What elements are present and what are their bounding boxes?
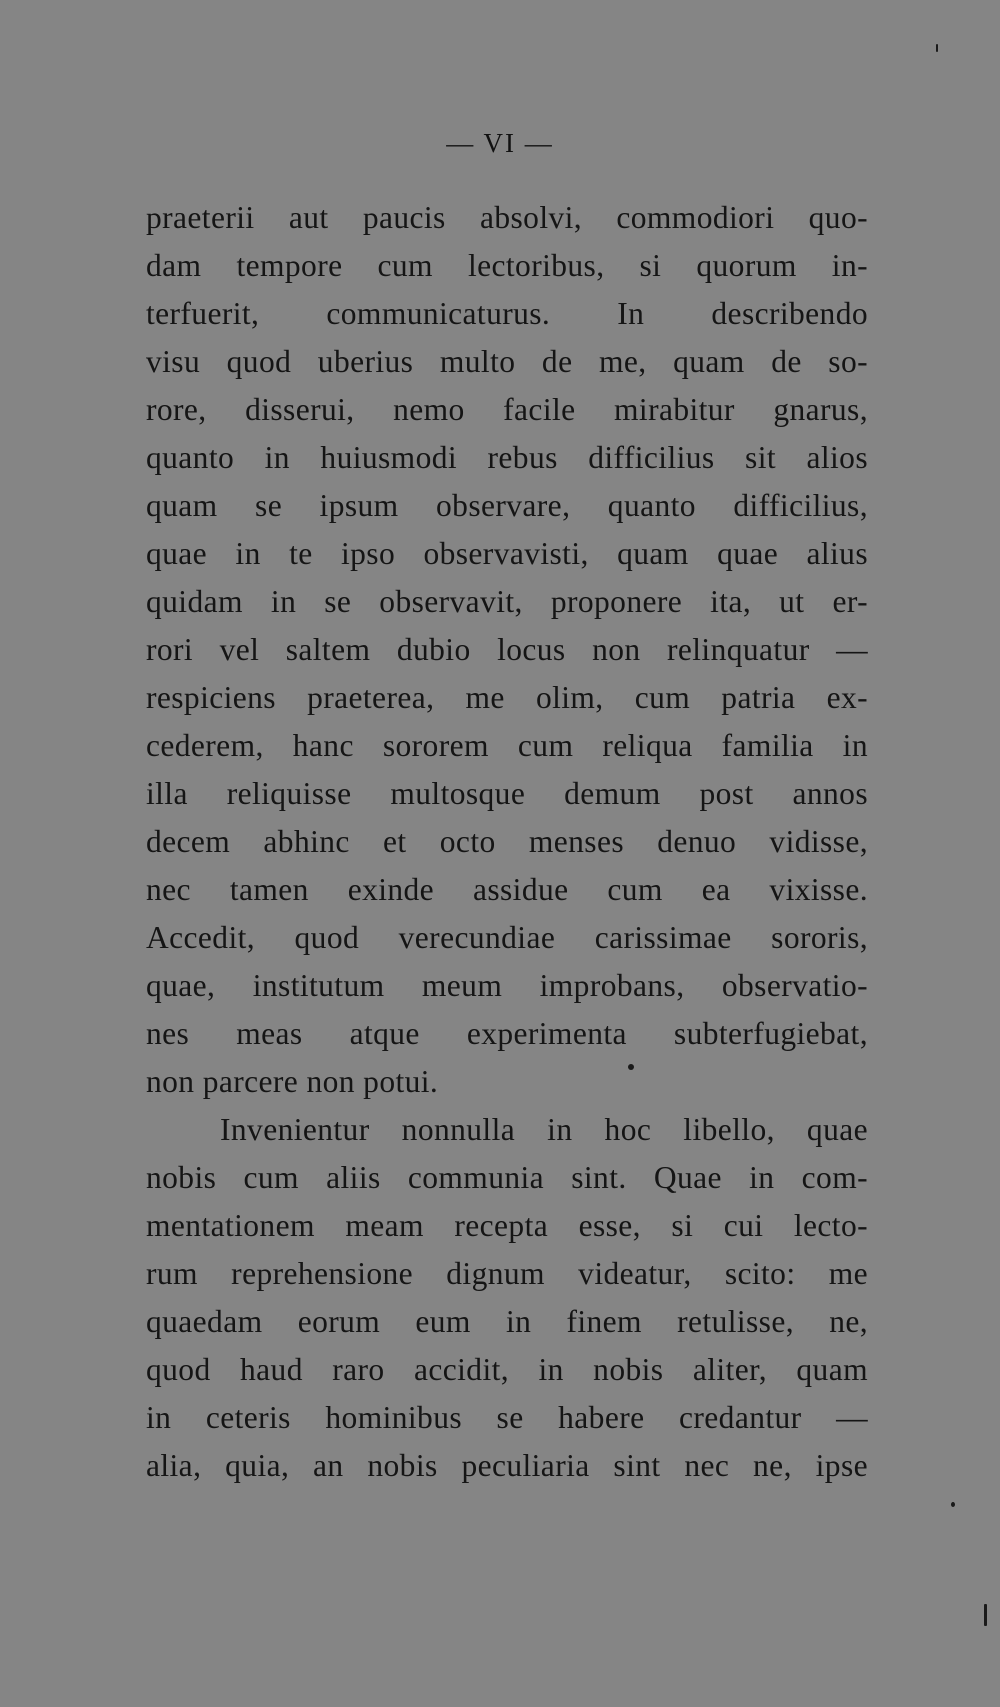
scan-speck <box>936 44 938 52</box>
text-line: illa reliquisse multosque demum post annos <box>146 776 868 811</box>
text-line: terfuerit, communicaturus. In describendo <box>146 296 868 331</box>
page-header: — VI — <box>446 128 554 158</box>
text-line: quam se ipsum observare, quanto difficilius, <box>146 488 868 523</box>
scan-speck <box>984 1604 987 1626</box>
text-line: visu quod uberius multo de me, quam de so- <box>146 344 868 379</box>
text-line: rori vel saltem dubio locus non relinquatur — <box>146 632 868 667</box>
text-line: dam tempore cum lectoribus, si quorum in- <box>146 248 868 283</box>
text-line: Accedit, quod verecundiae carissimae sororis, <box>146 920 868 955</box>
text-line: praeterii aut paucis absolvi, commodiori quo- <box>146 200 868 235</box>
text-line: quidam in se observavit, proponere ita, ut er- <box>146 584 868 619</box>
text-line: nobis cum aliis communia sint. Quae in com- <box>146 1160 868 1195</box>
text-line: quae in te ipso observavisti, quam quae alius <box>146 536 868 571</box>
text-line: nec tamen exinde assidue cum ea vixisse. <box>146 872 868 907</box>
text-line: respiciens praeterea, me olim, cum patria ex- <box>146 680 868 715</box>
text-line: rore, disserui, nemo facile mirabitur gnarus, <box>146 392 868 427</box>
text-line: cederem, hanc sororem cum reliqua familia in <box>146 728 868 763</box>
scan-speck <box>951 1502 955 1507</box>
text-line: in ceteris hominibus se habere credantur — <box>146 1400 868 1435</box>
text-line: nes meas atque experimenta subterfugiebat, <box>146 1016 868 1051</box>
text-line: quanto in huiusmodi rebus difficilius sit alios <box>146 440 868 475</box>
scan-speck <box>628 1064 634 1070</box>
text-line: non parcere non potui. <box>146 1064 439 1099</box>
text-line: quaedam eorum eum in finem retulisse, ne, <box>146 1304 868 1339</box>
text-line: rum reprehensione dignum videatur, scito: me <box>146 1256 868 1291</box>
page-text <box>146 194 868 1490</box>
text-line: mentationem meam recepta esse, si cui lecto- <box>146 1208 868 1243</box>
text-line: quae, institutum meum improbans, observatio- <box>146 968 868 1003</box>
text-line: Invenientur nonnulla in hoc libello, quae <box>220 1112 868 1147</box>
text-line: decem abhinc et octo menses denuo vidisse, <box>146 824 868 859</box>
text-line: alia, quia, an nobis peculiaria sint nec ne, ipse <box>146 1448 868 1483</box>
text-line: quod haud raro accidit, in nobis aliter, quam <box>146 1352 868 1387</box>
